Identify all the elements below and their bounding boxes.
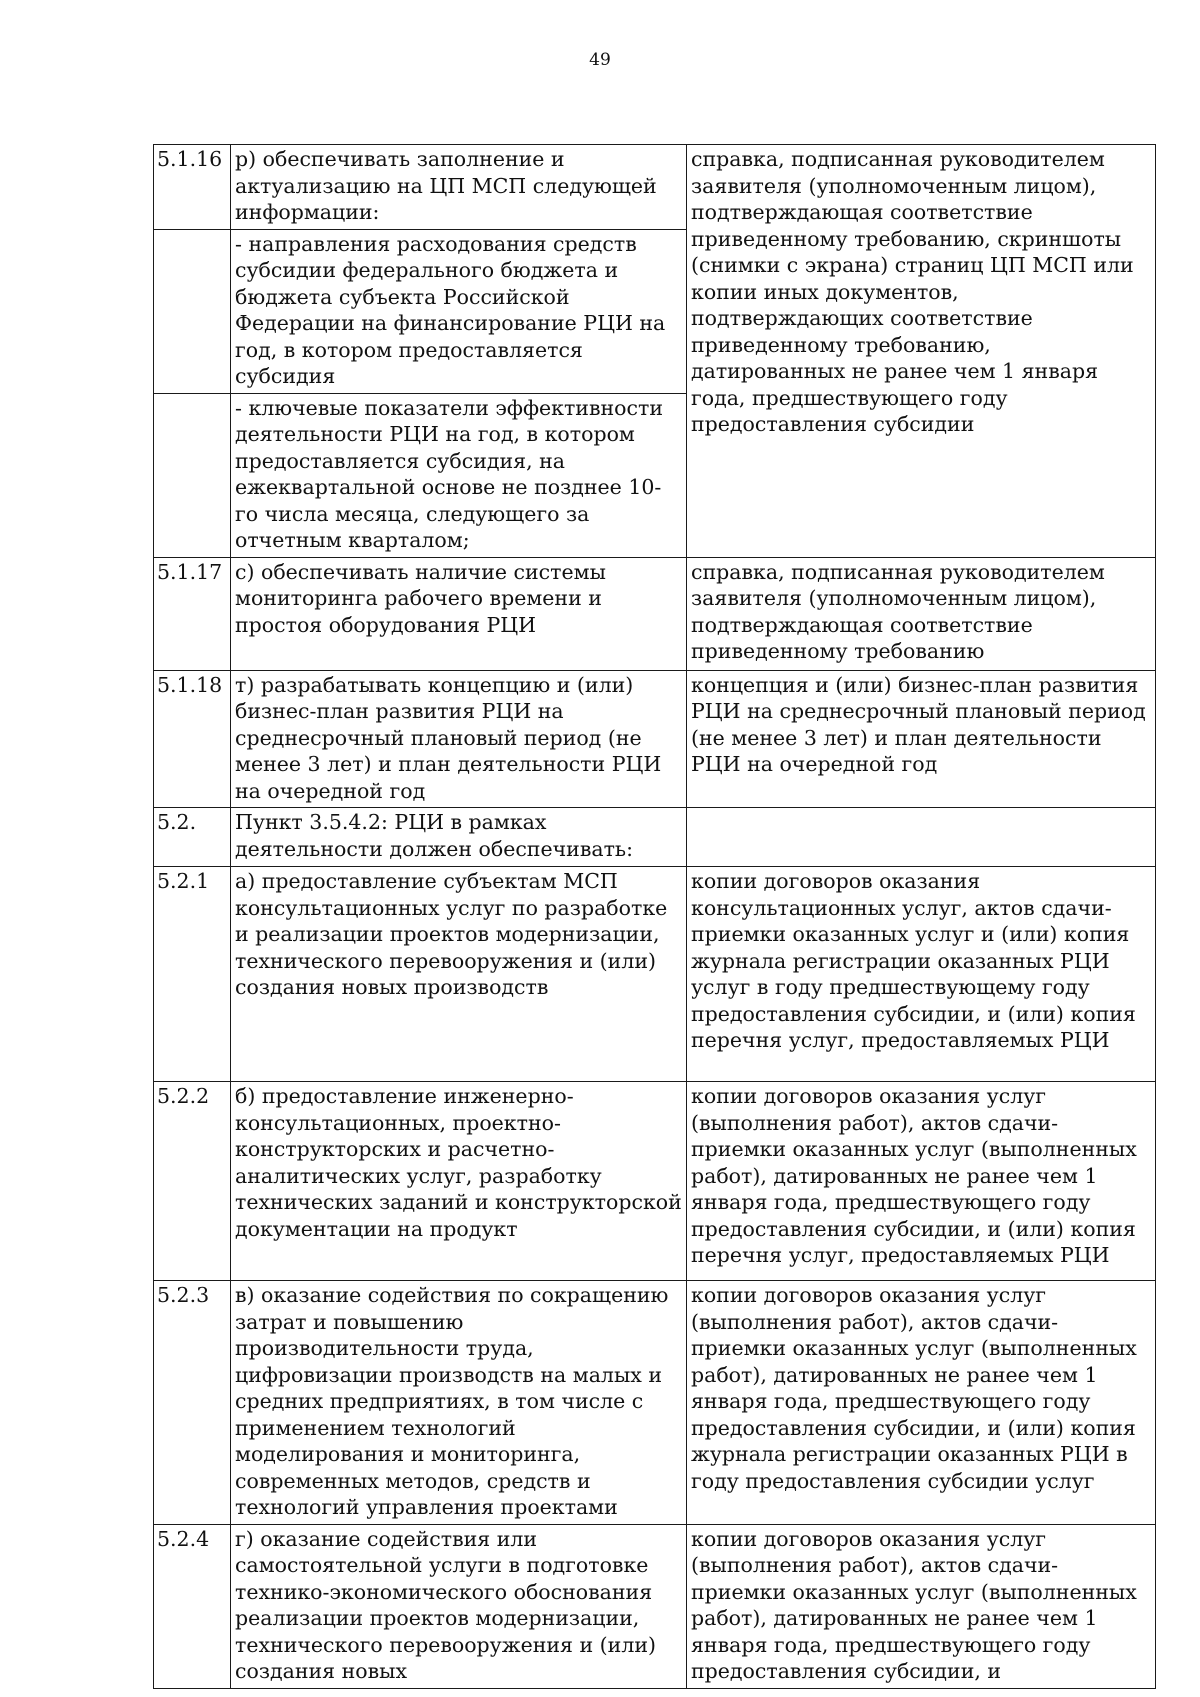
requirement-text: р) обеспечивать заполнение и актуализацию на ЦП МСП следующей информации: <box>231 145 687 230</box>
table-row <box>154 557 1156 670</box>
item-number: 5.1.18 <box>154 670 231 808</box>
requirement-text: с) обеспечивать наличие системы мониторинга рабочего времени и простоя оборудования РЦИ <box>231 557 687 670</box>
item-number: 5.2.2 <box>154 1082 231 1281</box>
requirement-text: а) предоставление субъектам МСП консультационных услуг по разработке и реализации проектов модернизации, технического перевооружения и (или) создания новых производств <box>231 867 687 1082</box>
requirement-text: г) оказание содействия или самостоятельной услуги в подготовке технико-экономического обоснования реализации проектов модернизации, технического перевооружения и (или) создания новых <box>231 1524 687 1688</box>
requirement-text: Пункт 3.5.4.2: РЦИ в рамках деятельности должен обеспечивать: <box>231 808 687 867</box>
table-row <box>154 808 1156 867</box>
document-text: копии договоров оказания услуг (выполнения работ), актов сдачи-приемки оказанных услуг (выполненных работ), датированных не ранее чем 1 января года, предшествующего году предоставления субсидии, и (или) копия журнала регистрации оказанных РЦИ в году предоставления субсидии услуг <box>687 1281 1156 1525</box>
document-text: справка, подписанная руководителем заявителя (уполномоченным лицом), подтверждающая соответствие приведенному требованию <box>687 557 1156 670</box>
table-row <box>154 1524 1156 1688</box>
table-row <box>154 145 1156 230</box>
requirement-text: в) оказание содействия по сокращению затрат и повышению производительности труда, цифровизации производств на малых и средних предприятиях, в том числе с применением технологий моделирования и мониторинга, современных методов, средств и технологий управления проектами <box>231 1281 687 1525</box>
document-text: копии договоров оказания услуг (выполнения работ), актов сдачи-приемки оказанных услуг (выполненных работ), датированных не ранее чем 1 января года, предшествующего году предоставления субсидии, и (или) копия перечня услуг, предоставляемых РЦИ <box>687 1082 1156 1281</box>
document-text <box>687 808 1156 867</box>
document-text: справка, подписанная руководителем заявителя (уполномоченным лицом), подтверждающая соответствие приведенному требованию, скриншоты (снимки с экрана) страниц ЦП МСП или копии иных документов, подтверждающих соответствие приведенному требованию, датированных не ранее чем 1 января года, предшествующего году предоставления субсидии <box>687 145 1156 558</box>
page-number: 49 <box>589 50 611 70</box>
item-number: 5.1.16 <box>154 145 231 230</box>
item-number: 5.2.3 <box>154 1281 231 1525</box>
requirement-subitem: - направления расходования средств субсидии федерального бюджета и бюджета субъекта Российской Федерации на финансирование РЦИ на год, в котором предоставляется субсидия <box>231 229 687 393</box>
document-text: копии договоров оказания консультационных услуг, актов сдачи-приемки оказанных услуг и (или) копия журнала регистрации оказанных РЦИ услуг в году предшествующему году предоставления субсидии, и (или) копия перечня услуг, предоставляемых РЦИ <box>687 867 1156 1082</box>
item-number-empty <box>154 393 231 557</box>
requirement-text: б) предоставление инженерно-консультационных, проектно-конструкторских и расчетно-аналитических услуг, разработку технических заданий и конструкторской документации на продукт <box>231 1082 687 1281</box>
table-row <box>154 670 1156 808</box>
document-text: копии договоров оказания услуг (выполнения работ), актов сдачи-приемки оказанных услуг (выполненных работ), датированных не ранее чем 1 января года, предшествующего году предоставления субсидии, и <box>687 1524 1156 1688</box>
document-text: концепция и (или) бизнес-план развития РЦИ на среднесрочный плановый период (не менее 3 лет) и план деятельности РЦИ на очередной год <box>687 670 1156 808</box>
requirements-table <box>153 144 1156 1689</box>
item-number: 5.2.1 <box>154 867 231 1082</box>
item-number-empty <box>154 229 231 393</box>
item-number: 5.1.17 <box>154 557 231 670</box>
requirement-subitem: - ключевые показатели эффективности деятельности РЦИ на год, в котором предоставляется субсидия, на ежеквартальной основе не позднее 10-го числа месяца, следующего за отчетным кварталом; <box>231 393 687 557</box>
item-number: 5.2. <box>154 808 231 867</box>
table-row <box>154 1082 1156 1281</box>
table-row <box>154 867 1156 1082</box>
item-number: 5.2.4 <box>154 1524 231 1688</box>
table-row <box>154 1281 1156 1525</box>
requirement-text: т) разрабатывать концепцию и (или) бизнес-план развития РЦИ на среднесрочный плановый период (не менее 3 лет) и план деятельности РЦИ на очередной год <box>231 670 687 808</box>
